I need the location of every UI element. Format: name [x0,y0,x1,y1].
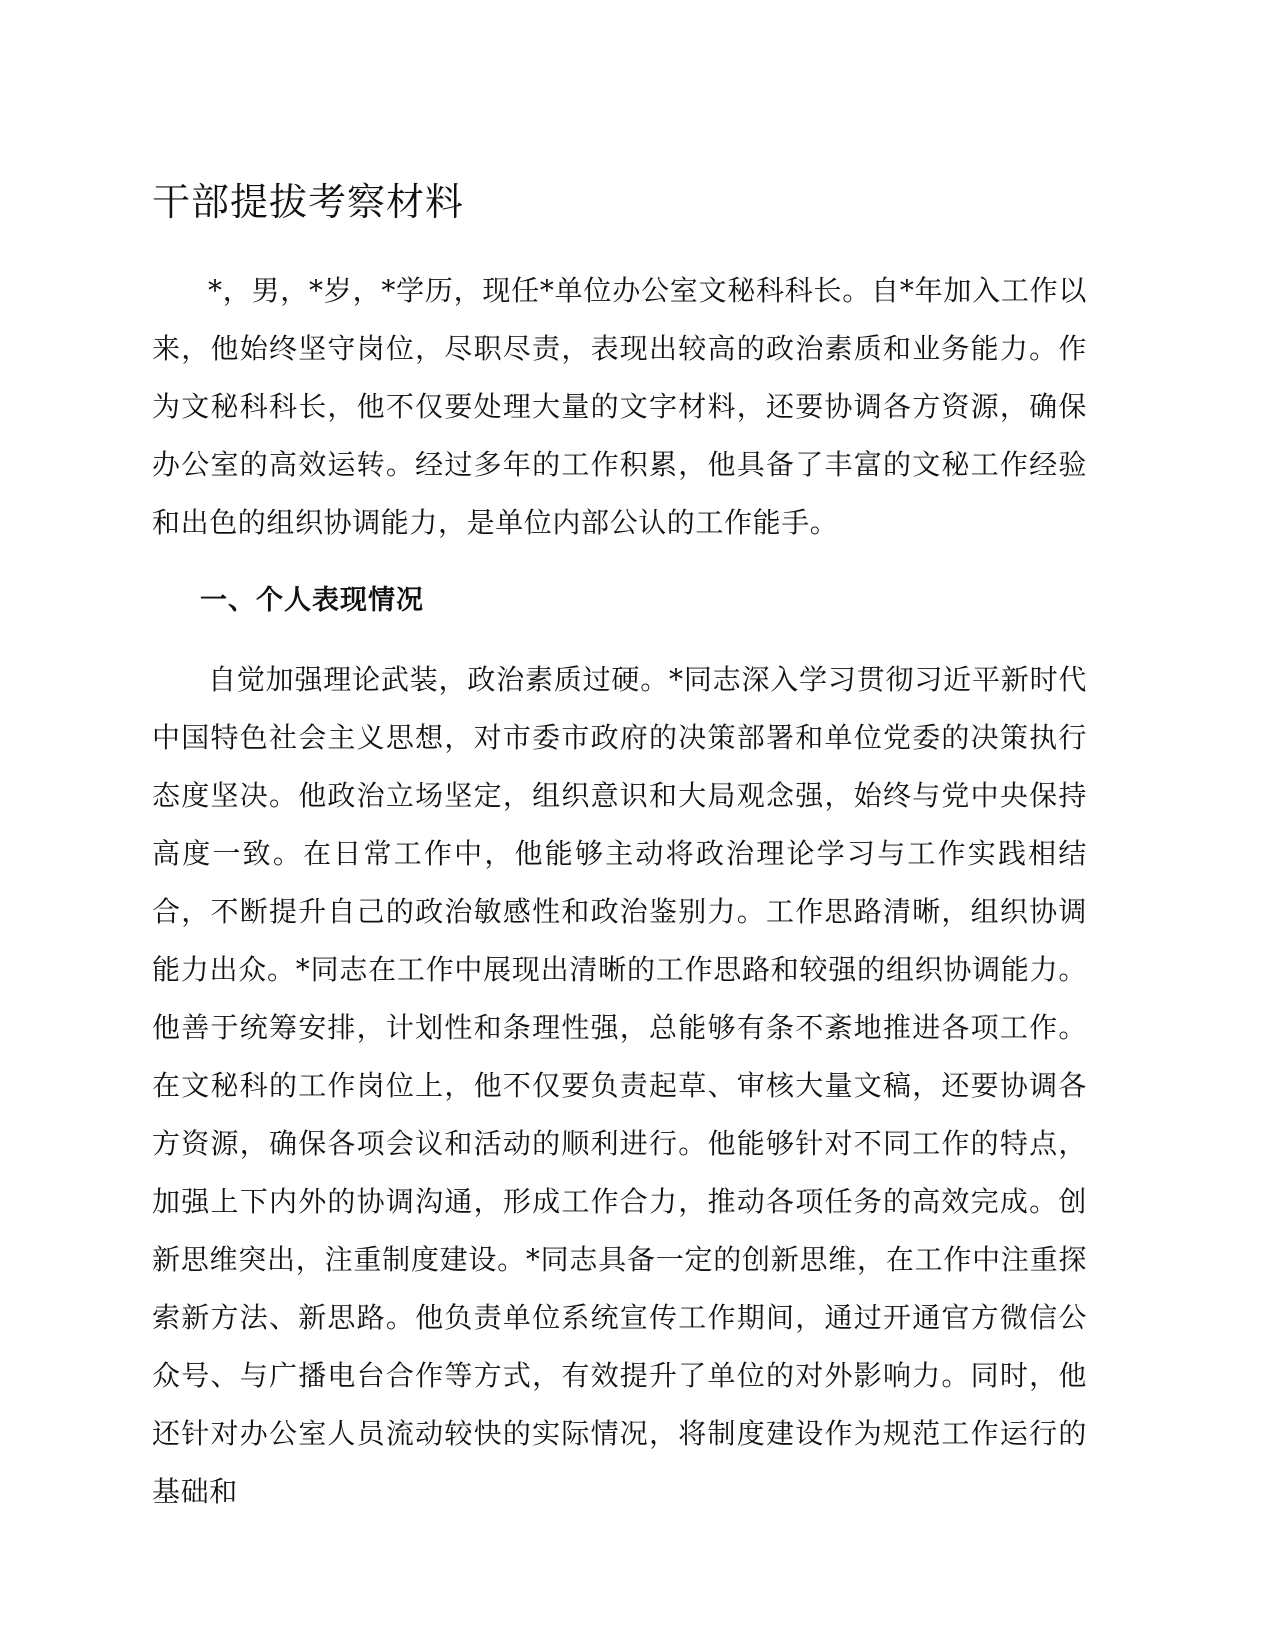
intro-paragraph: *，男，*岁，*学历，现任*单位办公室文秘科科长。自*年加入工作以来，他始终坚守岗位，尽职尽责，表现出较高的政治素质和业务能力。作为文秘科科长，他不仅要处理大量的文字材料，还要协调各方资源，确保办公室的高效运转。经过多年的工作积累，他具备了丰富的文秘工作经验和出色的组织协调能力，是单位内部公认的工作能手。 [152,274,1087,539]
section-heading-personal-performance: 一、个人表现情况 [200,585,424,616]
section-paragraph-personal-performance: 自觉加强理论武装，政治素质过硬。*同志深入学习贯彻习近平新时代中国特色社会主义思想，对市委市政府的决策部署和单位党委的决策执行态度坚决。他政治立场坚定，组织意识和大局观念强，始终与党中央保持高度一致。在日常工作中，他能够主动将政治理论学习与工作实践相结合，不断提升自己的政治敏感性和政治鉴别力。工作思路清晰，组织协调能力出众。*同志在工作中展现出清晰的工作思路和较强的组织协调能力。他善于统筹安排，计划性和条理性强，总能够有条不紊地推进各项工作。在文秘科的工作岗位上，他不仅要负责起草、审核大量文稿，还要协调各方资源，确保各项会议和活动的顺利进行。他能够针对不同工作的特点，加强上下内外的协调沟通，形成工作合力，推动各项任务的高效完成。创新思维突出，注重制度建设。*同志具备一定的创新思维，在工作中注重探索新方法、新思路。他负责单位系统宣传工作期间，通过开通官方微信公众号、与广播电台合作等方式，有效提升了单位的对外影响力。同时，他还针对办公室人员流动较快的实际情况，将制度建设作为规范工作运行的基础和 [152,663,1087,1508]
document-title: 干部提拔考察材料 [152,180,465,224]
